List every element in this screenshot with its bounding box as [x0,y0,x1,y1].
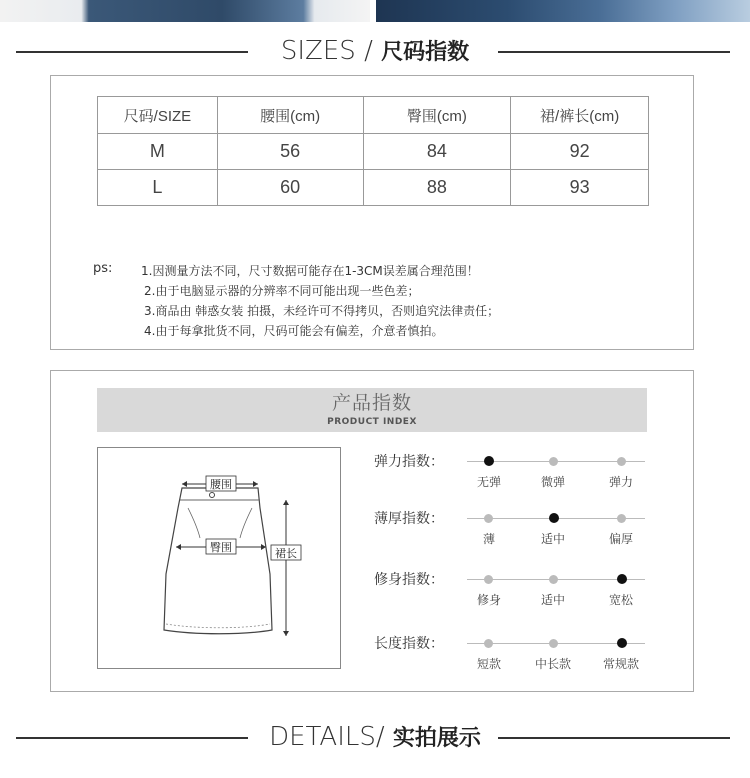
details-title [0,722,750,754]
rating-dot [617,638,627,648]
rating-option: 短款 [476,657,501,671]
skirt-outline [164,488,272,634]
details-title-separator: / [375,722,385,752]
waist-arrow-right [253,481,258,487]
rating-option: 中长款 [534,657,571,671]
table-header-cell: 臀围(cm) [363,97,511,134]
note-item: 2.由于电脑显示器的分辨率不同可能出现一些色差； [144,284,420,298]
rating-option: 薄 [482,532,495,546]
table-cell: 88 [363,170,511,206]
skirt-diagram-svg [98,448,340,668]
table-cell: L [98,170,218,206]
table-header-row [98,97,649,134]
table-cell: 84 [363,134,511,170]
sizes-title-separator: / [364,36,373,66]
product-index-title-cn: 产品指数 [331,392,412,414]
rating-label: 修身指数： [374,572,444,588]
product-photo-right [376,0,750,22]
rating-label: 弹力指数： [374,454,444,470]
table-cell: 56 [217,134,363,170]
table-header-cell: 尺码/SIZE [98,97,218,134]
length-arrow-top [283,500,289,505]
product-index-title-en: PRODUCT INDEX [327,417,417,427]
table-header-cell: 腰围(cm) [217,97,363,134]
note-item: 3.商品由 韩惑女装 拍摄，未经许可不得拷贝，否则追究法律责任； [144,304,500,318]
note-item: 1.因测量方法不同，尺寸数据可能存在1-3CM误差属合理范围！ [141,264,479,278]
size-table [97,96,649,206]
rating-label: 长度指数： [374,636,444,652]
rating-option: 适中 [540,532,565,546]
length-arrow-bottom [283,631,289,636]
rating-dot [484,575,493,584]
product-photo-strip [0,0,750,22]
details-section-header [0,722,750,752]
rating-label: 薄厚指数： [374,511,444,527]
rating-row-fit [371,571,671,611]
waist-arrow-left [182,481,187,487]
length-label: 裙长 [275,547,297,560]
waist-label: 腰围 [210,478,232,491]
details-title-en: DETAILS [269,722,376,752]
sizes-title-en: SIZES [280,36,356,66]
rating-dot [549,575,558,584]
skirt-measurement-diagram [97,447,341,669]
hip-label: 臀围 [210,541,232,554]
notes-list [141,261,661,341]
sizes-title-cn: 尺码指数 [381,40,470,65]
product-index-panel [50,370,694,692]
sizes-title [0,36,750,68]
note-item: 4.由于每拿批货不同，尺码可能会有偏差，介意者慎拍。 [144,324,444,338]
rating-dot [484,456,494,466]
table-row [98,170,649,206]
rating-option: 常规款 [602,657,639,671]
notes-prefix: ps: [93,261,113,276]
table-header-cell: 裙/裤长(cm) [511,97,649,134]
rating-dot [484,514,493,523]
table-cell: M [98,134,218,170]
rating-option: 适中 [540,593,565,607]
rating-row-thickness [371,510,671,550]
product-photo-left [0,0,370,22]
rating-option: 偏厚 [608,532,633,546]
rating-option: 修身 [476,593,501,607]
rating-dot [549,457,558,466]
rating-row-length [371,635,671,675]
rating-dot [549,513,559,523]
rating-dot [484,639,493,648]
details-title-cn: 实拍展示 [392,726,481,751]
sizes-section-header [0,36,750,66]
rating-option: 宽松 [608,593,633,607]
size-chart-panel [50,75,694,350]
table-cell: 60 [217,170,363,206]
rating-option: 微弹 [540,475,565,489]
table-cell: 93 [511,170,649,206]
product-index-banner [97,388,647,432]
rating-dot [549,639,558,648]
rating-dot [617,457,626,466]
table-row [98,134,649,170]
rating-option: 无弹 [476,475,501,489]
rating-dot [617,574,627,584]
rating-row-elasticity [371,453,671,493]
table-cell: 92 [511,134,649,170]
rating-option: 弹力 [608,475,633,489]
rating-dot [617,514,626,523]
